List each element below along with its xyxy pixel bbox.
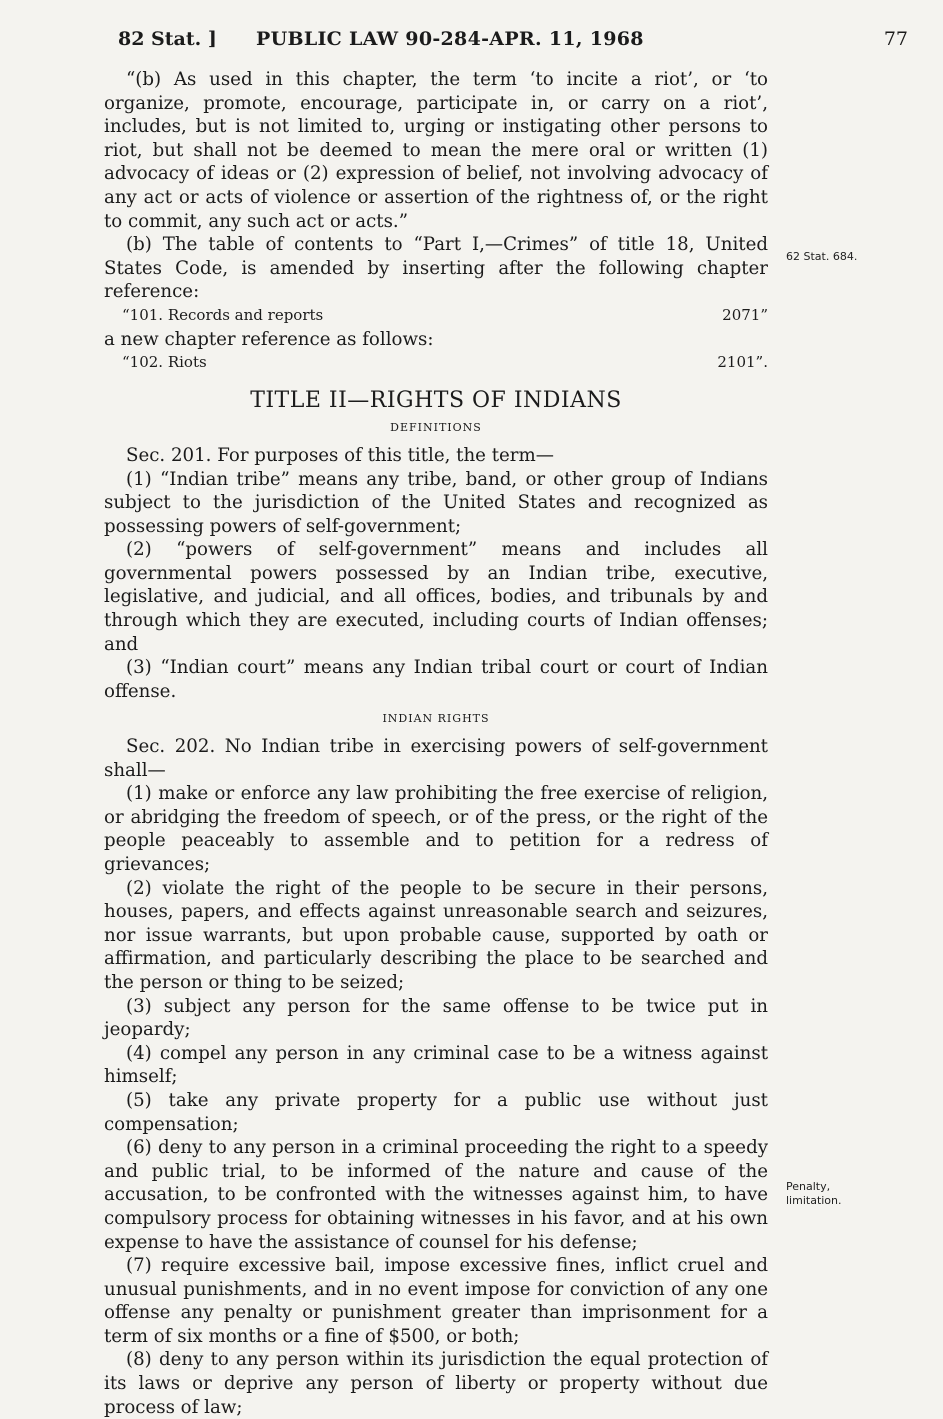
page-header — [118, 28, 908, 58]
definition-2: (2) “powers of self-government” means and includes all governmental powers possessed by an Indian tribe, executive, legislative, and judicial, and all offices, bodies, and tribunals by and through which they are executed, including courts of Indian offenses; and — [104, 539, 768, 655]
header-citation: 82 Stat. ] — [118, 28, 217, 50]
toc-entry-label: “102. Riots — [122, 353, 207, 372]
toc-entry-number: 2101”. — [717, 353, 768, 372]
paragraph-amendment: (b) The table of contents to “Part I,—Crimes” of title 18, United States Code, is amended by inserting after the following chapter reference: — [104, 234, 768, 303]
right-7: (7) require excessive bail, impose excessive fines, inflict cruel and unusual punishments, and in no event impose for conviction of any one offense any penalty or punishment greater than imprisonment for a term of six months or a fine of $500, or both; — [104, 1255, 768, 1347]
toc-entry-101 — [122, 304, 768, 328]
section-202: Sec. 202. No Indian tribe in exercising powers of self-government shall— — [104, 736, 768, 781]
header-title: PUBLIC LAW 90-284-APR. 11, 1968 — [256, 28, 644, 50]
margin-note-62-stat: 62 Stat. 684. — [786, 250, 858, 263]
paragraph-definition-b: “(b) As used in this chapter, the term ‘to incite a riot’, or ‘to organize, promote, encourage, participate in, or carry on a riot’, includes, but is not limited to, urging or instigating other persons to riot, but shall not be deemed to mean the mere oral or written (1) advocacy of ideas or (2) expression of belief, not involving advocacy of any act or acts of violence or assertion of the rightness of, or the right to commit, any such act or acts.” — [104, 69, 768, 232]
toc-entry-102 — [122, 351, 768, 375]
toc-entry-label: “101. Records and reports — [122, 305, 324, 324]
section-201: Sec. 201. For purposes of this title, the term— — [126, 444, 554, 466]
indian-rights-heading: INDIAN RIGHTS — [382, 712, 490, 726]
right-1: (1) make or enforce any law prohibiting the free exercise of religion, or abridging the freedom of speech, or of the press, or the right of the people peaceably to assemble and to petition for a redress of grievances; — [104, 783, 768, 875]
definitions-heading: DEFINITIONS — [390, 421, 482, 435]
right-6: (6) deny to any person in a criminal proceeding the right to a speedy and public trial, to be informed of the nature and cause of the accusation, to be confronted with the witnesses against him, to have compulsory process for obtaining witnesses in his favor, and at his own expense to have the assistance of counsel for his defense; — [104, 1137, 768, 1253]
right-4: (4) compel any person in any criminal case to be a witness against himself; — [104, 1042, 768, 1088]
right-8: (8) deny to any person within its jurisdiction the equal protection of its laws or deprive any person of liberty or property without due process of law; — [104, 1349, 768, 1418]
definition-3: (3) “Indian court” means any Indian tribal court or court of Indian offense. — [104, 657, 768, 702]
paragraph-new-reference: a new chapter reference as follows: — [104, 328, 434, 350]
document-body — [104, 68, 768, 1419]
margin-note-penalty: Penalty, limitation. — [786, 1180, 842, 1207]
right-2: (2) violate the right of the people to be secure in their persons, houses, papers, and effects against unreasonable search and seizures, nor issue warrants, but upon probable cause, supported by oath or affirmation, and particularly describing the place to be searched and the person or thing to be seized; — [104, 877, 768, 993]
title-heading: TITLE II—RIGHTS OF INDIANS — [250, 387, 622, 413]
definition-1: (1) “Indian tribe” means any tribe, band, or other group of Indians subject to the jurisdiction of the United States and recognized as possessing powers of self-government; — [104, 468, 768, 537]
toc-entry-number: 2071” — [722, 305, 768, 324]
right-3: (3) subject any person for the same offense to be twice put in jeopardy; — [104, 995, 768, 1041]
right-5: (5) take any private property for a public use without just compensation; — [104, 1089, 768, 1135]
page-number: 77 — [883, 28, 908, 50]
